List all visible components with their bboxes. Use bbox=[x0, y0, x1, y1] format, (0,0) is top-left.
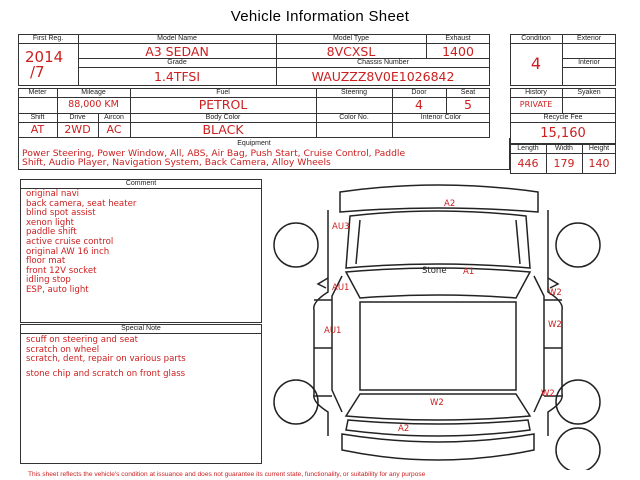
model-name-label: Model Name bbox=[157, 35, 197, 42]
comment-line: ESP, auto light bbox=[26, 284, 89, 295]
disclaimer-footer: This sheet reflects the vehicle's condition at issuance and does not guarantee its current state, functionality, or suitability for any purpose bbox=[28, 471, 426, 478]
seat-label: Seat bbox=[460, 89, 476, 96]
condition-label: Condition bbox=[521, 35, 551, 42]
drive-value: 2WD bbox=[64, 123, 91, 136]
damage-mark-windshield: A1 bbox=[463, 267, 475, 277]
wheel-rear-left bbox=[274, 380, 318, 424]
exhaust-label: Exhaust bbox=[445, 35, 471, 42]
mileage-value: 88,000 KM bbox=[68, 99, 119, 110]
body-color-label: Body Color bbox=[205, 114, 241, 121]
comment-line: xenon light bbox=[26, 217, 75, 228]
shift-value: AT bbox=[30, 123, 45, 136]
comment-line: blind spot assist bbox=[26, 208, 96, 219]
grade-label: Grade bbox=[167, 59, 187, 66]
comment-line: floor mat bbox=[26, 256, 66, 267]
condition-score: 4 bbox=[530, 54, 542, 73]
comment-lines bbox=[26, 190, 136, 296]
damage-mark-front-bumper: A2 bbox=[444, 199, 456, 209]
damage-mark-rear-wheel: W2 bbox=[430, 398, 444, 408]
damage-mark-rear-bumper: A2 bbox=[398, 424, 410, 434]
equipment-label: Equipment bbox=[237, 140, 271, 147]
damage-mark-left-front-fender: AU3 bbox=[332, 222, 350, 232]
history-label: History bbox=[525, 89, 547, 96]
special-note-line: scratch on wheel bbox=[26, 344, 100, 355]
model-type-value: 8VCXSL bbox=[326, 44, 376, 59]
aircon-value: AC bbox=[106, 123, 122, 136]
first-reg-month: /7 bbox=[30, 63, 45, 81]
shift-label: Shift bbox=[30, 114, 45, 121]
special-note-lines bbox=[26, 336, 186, 379]
door-value: 4 bbox=[415, 97, 423, 112]
height-value: 140 bbox=[588, 157, 610, 170]
interior-label: Interior bbox=[578, 59, 600, 66]
special-note-label: Special Note bbox=[121, 325, 161, 332]
sheet-title: Vehicle Information Sheet bbox=[230, 8, 410, 25]
comment-line: original navi bbox=[26, 189, 80, 199]
car-damage-diagram bbox=[268, 180, 618, 470]
recycle-fee-value: 15,160 bbox=[540, 126, 586, 141]
fuel-label: Fuel bbox=[216, 89, 230, 96]
model-type-label: Model Type bbox=[332, 35, 370, 42]
damage-mark-right-rear-door: W2 bbox=[548, 320, 562, 330]
comment-line: paddle shift bbox=[26, 227, 77, 238]
color-no-label: Color No. bbox=[339, 114, 369, 121]
chassis-value: WAUZZZ8V0E1026842 bbox=[311, 69, 455, 84]
stone-mark-label: Stone bbox=[422, 266, 447, 276]
comment-line: front 12V socket bbox=[26, 265, 97, 276]
chassis-label: Chassis Number bbox=[357, 59, 409, 66]
door-label: Door bbox=[411, 89, 427, 96]
model-name-value: A3 SEDAN bbox=[145, 44, 209, 59]
wheel-front-right bbox=[556, 223, 600, 267]
seat-value: 5 bbox=[464, 97, 472, 112]
fuel-value: PETROL bbox=[198, 97, 248, 112]
body-color-value: BLACK bbox=[202, 122, 244, 137]
comment-line: idling stop bbox=[26, 275, 71, 286]
first-reg-year: 2014 bbox=[25, 48, 64, 66]
recycle-fee-label: Recycle Fee bbox=[543, 114, 583, 121]
steering-label: Steering bbox=[340, 89, 368, 96]
grade-value: 1.4TFSI bbox=[153, 69, 201, 84]
special-note-line: scuff on steering and seat bbox=[26, 335, 139, 345]
first-reg-label: First Reg. bbox=[32, 35, 64, 42]
equipment-line-1: Power Steering, Power Window, All, ABS, Air Bag, Push Start, Cruise Control, Paddle bbox=[22, 148, 406, 159]
special-note-line: scratch, dent, repair on various parts bbox=[26, 354, 186, 365]
comment-line: back camera, seat heater bbox=[26, 198, 137, 209]
wheel-front-left bbox=[274, 223, 318, 267]
height-label: Height bbox=[588, 145, 610, 152]
length-value: 446 bbox=[517, 157, 539, 170]
spare-wheel bbox=[556, 428, 600, 470]
comment-line: original AW 16 inch bbox=[26, 246, 110, 257]
exhaust-value: 1400 bbox=[442, 44, 474, 59]
history-value: PRIVATE bbox=[519, 100, 553, 109]
syaken-label: Syaken bbox=[577, 89, 601, 96]
width-value: 179 bbox=[553, 157, 575, 170]
special-note-line: stone chip and scratch on front glass bbox=[26, 368, 186, 379]
equipment-line-2: Shift, Audio Player, Navigation System, Back Camera, Alloy Wheels bbox=[22, 157, 331, 168]
comment-line: active cruise control bbox=[26, 236, 114, 247]
damage-mark-left-front-door: AU1 bbox=[332, 283, 350, 293]
damage-mark-right-rear-wheel: W2 bbox=[541, 389, 555, 399]
comment-label: Comment bbox=[125, 180, 157, 187]
drive-label: Drive bbox=[69, 114, 86, 121]
width-label: Width bbox=[555, 145, 573, 152]
aircon-label: Aircon bbox=[104, 114, 124, 121]
mileage-label: Mileage bbox=[81, 89, 106, 96]
interior-color-label: Interior Color bbox=[420, 114, 462, 121]
meter-label: Meter bbox=[28, 89, 47, 96]
damage-mark-right-front-wheel: W2 bbox=[548, 288, 562, 298]
exterior-label: Exterior bbox=[576, 35, 602, 42]
damage-mark-left-rear-door: AU1 bbox=[324, 326, 342, 336]
length-label: Length bbox=[517, 145, 539, 152]
